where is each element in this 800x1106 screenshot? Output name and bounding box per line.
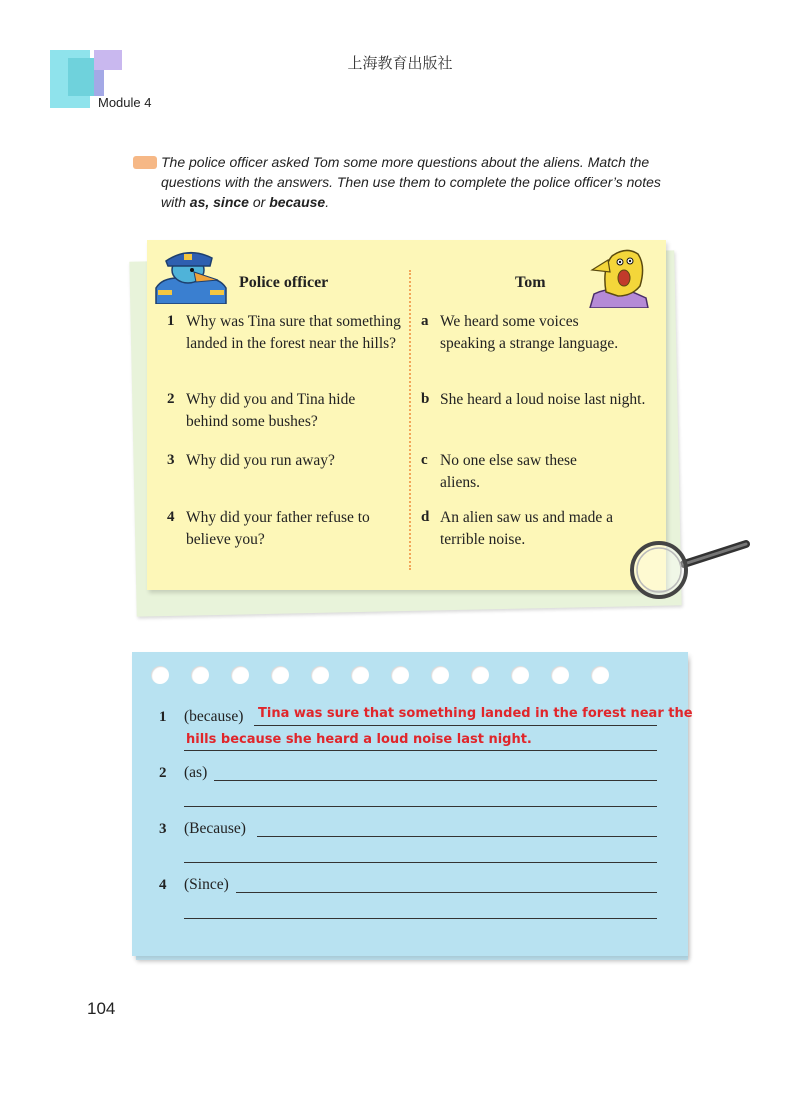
tom-icon	[582, 246, 658, 308]
answer-line[interactable]	[184, 750, 657, 751]
note-number: 1	[159, 709, 167, 725]
answer-line[interactable]	[257, 836, 657, 837]
answer-text: She heard a loud noise last night.	[440, 391, 646, 408]
answer-line[interactable]	[184, 918, 657, 919]
answer-line[interactable]	[184, 806, 657, 807]
question-number: 4	[167, 509, 175, 525]
answer-text: No one else saw these aliens.	[440, 452, 577, 491]
answer-line[interactable]	[214, 780, 657, 781]
binder-hole-icon	[351, 666, 369, 684]
binder-hole-icon	[191, 666, 209, 684]
binder-hole-icon	[151, 666, 169, 684]
binder-hole-icon	[511, 666, 529, 684]
module-label: Module 4	[98, 95, 152, 110]
header-decoration	[94, 70, 104, 96]
binder-hole-icon	[431, 666, 449, 684]
question-text: Why did you run away?	[186, 452, 335, 469]
question-text: Why did your father refuse to believe you?	[186, 509, 370, 548]
publisher-name: 上海教育出版社	[347, 54, 453, 72]
note-number: 2	[159, 765, 167, 781]
note-prompt: (Because)	[184, 820, 246, 837]
note-prompt: (because)	[184, 708, 244, 725]
question-number: 1	[167, 313, 175, 329]
answer-letter: b	[421, 391, 430, 407]
question-number: 3	[167, 452, 175, 468]
note-answer-line2: hills because she heard a loud noise last night.	[186, 732, 532, 747]
question-text: Why was Tina sure that something landed in the forest near the hills?	[186, 313, 401, 352]
answer-letter: d	[421, 509, 430, 525]
answer-line[interactable]	[254, 725, 657, 726]
page-number: 104	[87, 999, 116, 1018]
answer-text: We heard some voices speaking a strange language.	[440, 313, 619, 352]
note-number: 3	[159, 821, 167, 837]
binder-hole-icon	[231, 666, 249, 684]
magnifying-glass-icon	[626, 536, 752, 604]
police-officer-header: Police officer	[239, 274, 329, 291]
note-prompt: (Since)	[184, 876, 229, 893]
instruction-tag-icon	[133, 156, 157, 169]
binder-hole-icon	[471, 666, 489, 684]
binder-hole-icon	[551, 666, 569, 684]
notebook-page	[132, 652, 688, 956]
tom-header: Tom	[515, 274, 546, 291]
column-divider	[409, 270, 411, 570]
note-number: 4	[159, 877, 167, 893]
binder-hole-icon	[271, 666, 289, 684]
note-prompt: (as)	[184, 764, 208, 781]
binder-hole-icon	[311, 666, 329, 684]
answer-text: An alien saw us and made a terrible noise.	[440, 509, 614, 548]
answer-letter: a	[421, 313, 429, 329]
answer-line[interactable]	[236, 892, 657, 893]
answer-line[interactable]	[184, 862, 657, 863]
instruction-text: The police officer asked Tom some more questions about the aliens. Match the questions with the answers. Then use them to complete the police officer’s notes with as, since or because.	[161, 154, 661, 210]
binder-hole-icon	[391, 666, 409, 684]
police-officer-icon	[148, 244, 232, 304]
note-answer-line1: Tina was sure that something landed in the forest near the	[258, 706, 693, 721]
answer-letter: c	[421, 452, 428, 468]
question-number: 2	[167, 391, 175, 407]
question-text: Why did you and Tina hide behind some bushes?	[186, 391, 356, 430]
binder-hole-icon	[591, 666, 609, 684]
